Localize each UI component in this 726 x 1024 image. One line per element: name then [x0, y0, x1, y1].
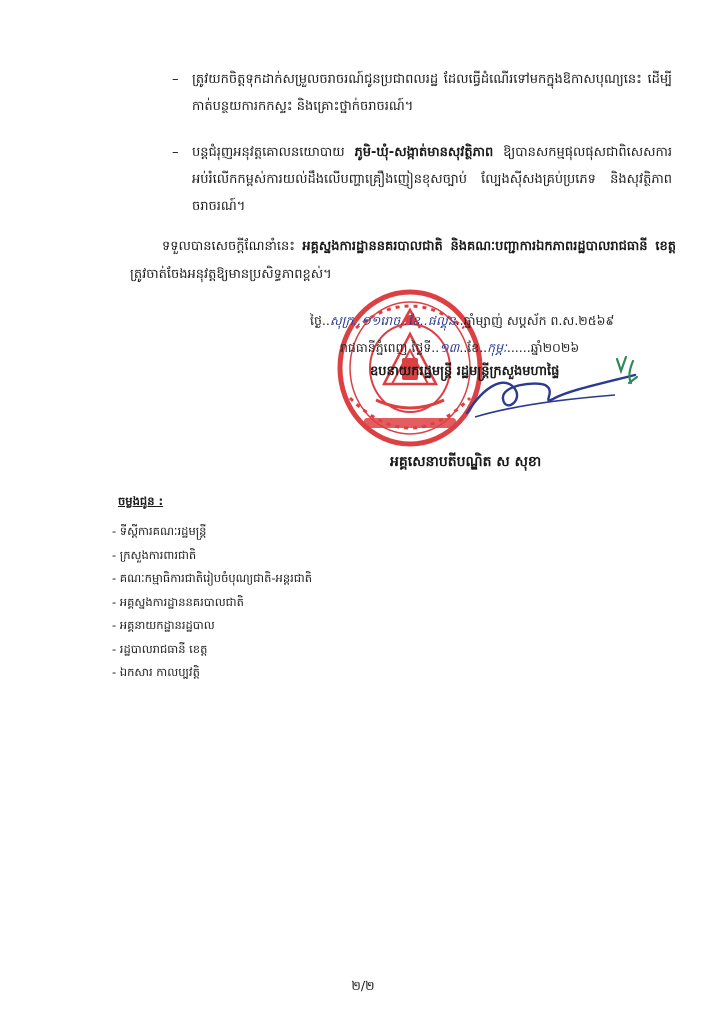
- cc-item: - អគ្គនាយកដ្ឋានរដ្ឋបាល: [112, 618, 215, 632]
- lunar-date-suffix: ..ឆ្នាំម្សាញ់ សប្តស័ក ព.ស.២៥៦៩: [455, 313, 615, 328]
- bullet-dash: –: [172, 72, 179, 87]
- cc-item: - ទីស្តីការគណៈរដ្ឋមន្ត្រី: [112, 524, 207, 538]
- solar-month-sep: ..ខែ..: [459, 340, 488, 355]
- closing-paragraph: [130, 233, 676, 289]
- bullet-safe-village: [172, 139, 672, 220]
- cc-item: - ឯកសារ កាលប្បវត្តិ: [112, 665, 200, 679]
- bullet-text-before: បន្តជំរុញអនុវត្តគោលនយោបាយ: [192, 145, 355, 160]
- page-number: ២/២: [351, 978, 375, 993]
- bullet-dash: –: [172, 145, 179, 160]
- lunar-date-handwritten: សុក្រ..១១រោច..ខែ..ផល្គុន: [329, 313, 456, 328]
- solar-date-suffix: ......ឆ្នាំ២០២៦: [506, 340, 580, 355]
- cc-title: ចម្លងជូន :: [118, 494, 164, 508]
- closing-text-after: ត្រូវចាត់ចែងអនុវត្តឱ្យមានប្រសិទ្ធភាពខ្ពស់។: [130, 267, 332, 282]
- cc-item: - គណៈកម្មាធិការជាតិរៀបចំបុណ្យជាតិ-អន្តរជាតិ: [112, 571, 313, 585]
- safe-village-policy: ភូមិ-ឃុំ-សង្កាត់មានសុវត្ថិភាព: [354, 145, 494, 160]
- solar-month-handwritten: កុម្ភៈ: [487, 340, 507, 355]
- lunar-date-prefix: ថ្ងៃ..: [310, 313, 330, 328]
- bullet-text: ត្រូវយកចិត្តទុកដាក់សម្រួលចរាចរណ៍ជូនប្រជាពលរដ្ឋ ដែលធ្វើដំណើរទៅមកក្នុងឱកាសបុណ្យនេះ ដើម្បីកាត់បន្ថយការកកស្ទះ និងគ្រោះថ្នាក់ចរាចរណ៍។: [192, 72, 672, 114]
- closing-recipients: អគ្គស្នងការដ្ឋាននគរបាលជាតិ និងគណៈបញ្ជាការឯកភាពរដ្ឋបាលរាជធានី ខេត្ត: [302, 239, 676, 254]
- cc-item: - ក្រសួងការពារជាតិ: [112, 547, 197, 562]
- closing-text-before: ទទួលបានសេចក្តីណែនាំនេះ: [162, 239, 303, 254]
- cc-list: [112, 520, 312, 685]
- solar-day-handwritten: ១៣: [439, 340, 460, 355]
- bullet-text-after: ឱ្យបានសកម្មផុលផុសជាពិសេសការអប់រំលើកកម្ពស់ការយល់ដឹងលើបញ្ហាគ្រឿងញៀនខុសច្បាប់ ល្បែងស៊ីសងគ្រប់ប្រភេទ និងសុវត្ថិភាពចរាចរណ៍។: [192, 145, 673, 214]
- solar-date-prefix: រាជធានីភ្នំពេញ ថ្ងៃទី..: [340, 340, 440, 355]
- signature-icon: [445, 355, 655, 425]
- bullet-traffic: [172, 66, 672, 120]
- bullet-text: [192, 139, 672, 220]
- cc-item: - រដ្ឋបាលរាជធានី ខេត្ត: [112, 641, 208, 656]
- signer-title: ឧបនាយករដ្ឋមន្ត្រី រដ្ឋមន្ត្រីក្រសួងមហាផ្ទៃ: [370, 364, 560, 379]
- lunar-date: [310, 313, 614, 332]
- signer-name: អគ្គសេនាបតីបណ្ឌិត ស សុខា: [390, 454, 542, 470]
- cc-item: - អគ្គស្នងការដ្ឋាននគរបាលជាតិ: [112, 594, 244, 609]
